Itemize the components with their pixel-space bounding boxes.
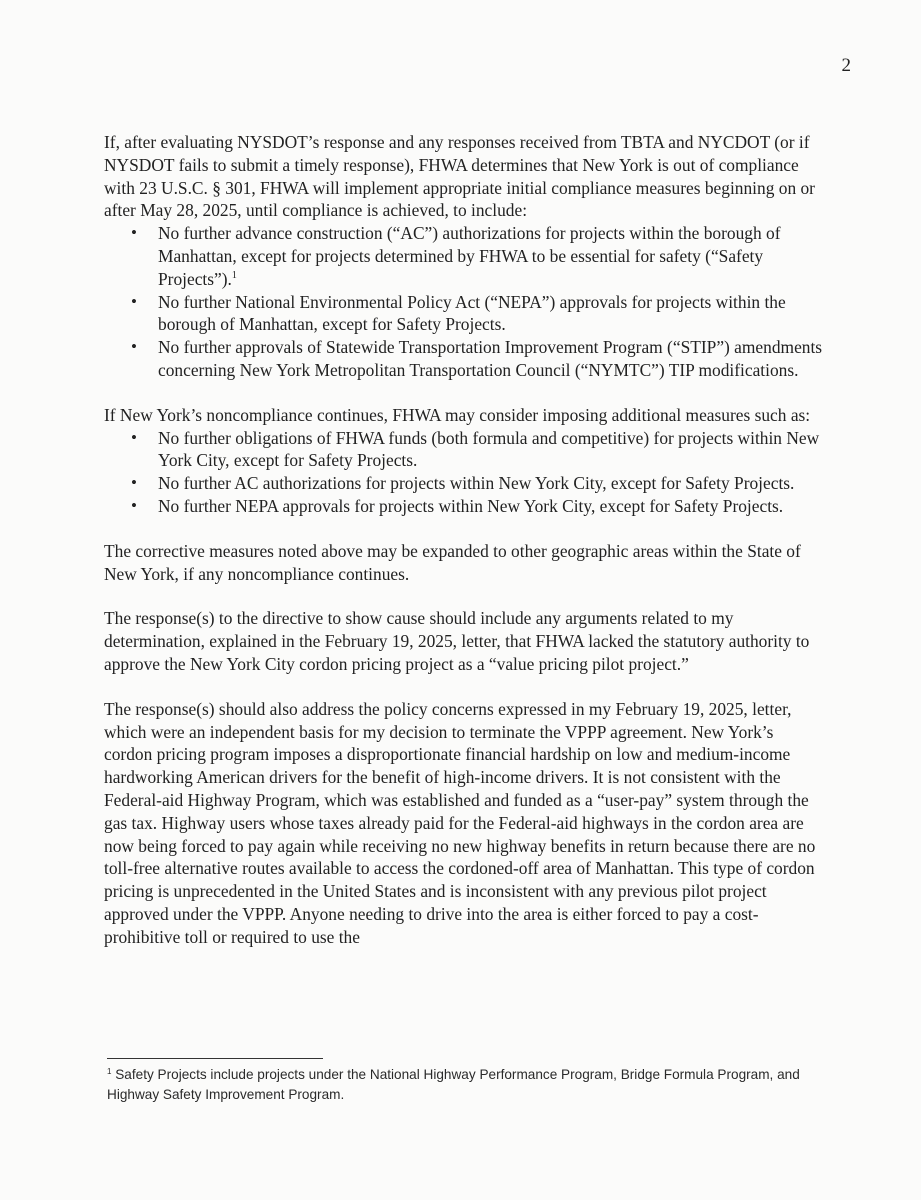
- page-number: 2: [841, 55, 851, 76]
- paragraph-policy-concerns: The response(s) should also address the policy concerns expressed in my February 19, 2025, letter, which were an independent basis for my decision to terminate the VPPP agreement. New York’s cordon pricing program imposes a disproportionate financial hardship on low and medium-income hardworking American drivers for the benefit of high-income drivers. It is not consistent with the Federal-aid Highway Program, which was established and funded as a “user-pay” system through the gas tax. Highway users whose taxes already paid for the Federal-aid highways in the cordon area are now being forced to pay again while receiving no new highway benefits in return because there are no toll-free alternative routes available to access the cordoned-off area of Manhattan. This type of cordon pricing is unprecedented in the United States and is inconsistent with any previous pilot project approved under the VPPP. Anyone needing to drive into the area is either forced to pay a cost-prohibitive toll or required to use the: [104, 698, 816, 947]
- bullet-icon: •: [131, 223, 137, 243]
- list-item: • No further National Environmental Policy Act (“NEPA”) approvals for projects within the borough of Manhattan, except for Safety Projects.: [131, 291, 786, 335]
- bullet-icon: •: [131, 291, 137, 311]
- paragraph-initial-measures-intro: If, after evaluating NYSDOT’s response and any responses received from TBTA and NYCDOT (or if NYSDOT fails to submit a timely response), FHWA determines that New York is out of compliance with 23 U.S.C. § 301, FHWA will implement appropriate initial compliance measures beginning on or after May 28, 2025, until compliance is achieved, to include:: [104, 132, 815, 221]
- list-item: • No further NEPA approvals for projects within New York City, except for Safety Projects.: [131, 495, 784, 516]
- footnote-divider: [107, 1058, 323, 1059]
- paragraph-corrective-measures: The corrective measures noted above may be expanded to other geographic areas within the State of New York, if any noncompliance continues.: [104, 540, 801, 584]
- footnote: [107, 1065, 827, 1105]
- footnote-text: Safety Projects include projects under the National Highway Performance Program, Bridge Formula Program, and Highway Safety Improvement Program.: [107, 1067, 800, 1102]
- bullet-icon: •: [131, 337, 137, 357]
- letter-body: [104, 131, 824, 949]
- initial-measures-list: [104, 222, 824, 382]
- list-item: • No further advance construction (“AC”) authorizations for projects within the borough of Manhattan, except for projects determined by FHWA to be essential for safety (“Safety Projects”).$^1$: [131, 223, 781, 289]
- list-item: • No further approvals of Statewide Transportation Improvement Program (“STIP”) amendments concerning New York Metropolitan Transportation Council (“NYMTC”) TIP modifications.: [131, 337, 823, 380]
- footnote-reference[interactable]: 1: [231, 269, 237, 281]
- bullet-icon: •: [131, 473, 137, 493]
- paragraph-additional-measures-intro: If New York’s noncompliance continues, FHWA may consider imposing additional measures such as:: [104, 404, 811, 425]
- bullet-icon: •: [131, 495, 137, 515]
- additional-measures-list: [104, 427, 824, 518]
- list-item: • No further AC authorizations for projects within New York City, except for Safety Projects.: [131, 473, 795, 494]
- bullet-icon: •: [131, 427, 137, 447]
- list-item: • No further obligations of FHWA funds (both formula and competitive) for projects within New York City, except for Safety Projects.: [131, 427, 820, 471]
- paragraph-statutory-authority: The response(s) to the directive to show cause should include any arguments related to my determination, explained in the February 19, 2025, letter, that FHWA lacked the statutory authority to approve the New York City cordon pricing project as a “value pricing pilot project.”: [104, 608, 810, 674]
- footnote-marker: 1: [107, 1067, 112, 1076]
